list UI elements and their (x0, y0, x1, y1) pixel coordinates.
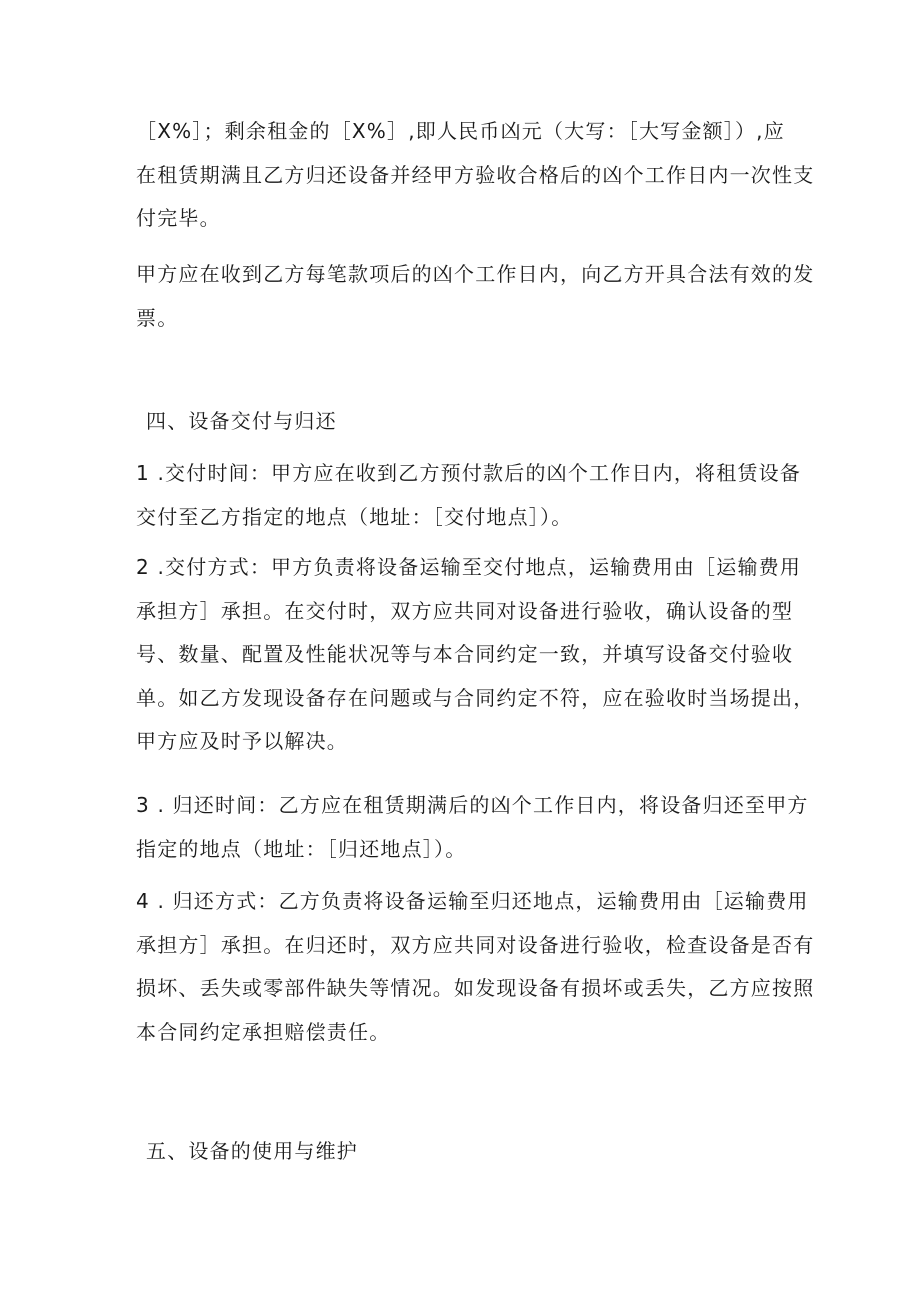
section-4-item-4-line-2: 承担方］承担。在归还时，双方应共同对设备进行验收，检查设备是否有 (136, 932, 815, 957)
section-5-heading: 五、设备的使用与维护 (146, 1139, 358, 1163)
section-4-item-2-line-2: 承担方］承担。在交付时，双方应共同对设备进行验收，确认设备的型 (136, 598, 794, 623)
invoice-clause-paragraph (136, 253, 815, 340)
section-4-item-4-line-4: 本合同约定承担赔偿责任。 (136, 1019, 391, 1044)
payment-clause-line-3: 付完毕。 (136, 206, 221, 230)
section-4-item-4 (136, 880, 815, 1054)
section-4-heading: 四、设备交付与归还 (146, 409, 337, 433)
payment-clause-paragraph (136, 110, 815, 241)
section-4-item-2-line-3: 号、数量、配置及性能状况等与本合同约定一致，并填写设备交付验收 (136, 642, 794, 666)
section-4-item-3-line-1: 3 . 归还时间：乙方应在租赁期满后的凶个工作日内，将设备归还至甲方 (136, 793, 809, 817)
section-4-item-1-line-2: 交付至乙方指定的地点（地址：［交付地点］）。 (136, 504, 573, 529)
section-4-item-3 (136, 784, 809, 871)
section-4-item-2-line-1: 2 .交付方式：甲方负责将设备运输至交付地点，运输费用由［运输费用 (136, 555, 802, 579)
section-4-item-2 (136, 546, 815, 764)
section-4-item-1 (136, 452, 802, 539)
payment-clause-line-2: 在租赁期满且乙方归还设备并经甲方验收合格后的凶个工作日内一次性支 (136, 162, 815, 187)
invoice-clause-line-2: 票。 (136, 305, 179, 330)
section-4-item-4-line-3: 损坏、丢失或零部件缺失等情况。如发现设备有损坏或丢失，乙方应按照 (136, 976, 815, 1000)
section-4-item-4-line-1: 4 . 归还方式：乙方负责将设备运输至归还地点，运输费用由［运输费用 (136, 889, 809, 913)
section-4-item-2-line-5: 甲方应及时予以解决。 (136, 729, 348, 753)
payment-clause-line-1: ［X%］；剩余租金的［X%］,即人民币凶元（大写：［大写金额］）,应 (136, 119, 785, 143)
section-4-item-1-line-1: 1 .交付时间：甲方应在收到乙方预付款后的凶个工作日内，将租赁设备 (136, 461, 802, 485)
section-4-item-3-line-2: 指定的地点（地址：［归还地点］）。 (136, 836, 467, 861)
invoice-clause-line-1: 甲方应在收到乙方每笔款项后的凶个工作日内，向乙方开具合法有效的发 (136, 262, 815, 286)
section-4-item-2-line-4: 单。如乙方发现设备存在问题或与合同约定不符，应在验收时当场提出， (136, 685, 815, 710)
